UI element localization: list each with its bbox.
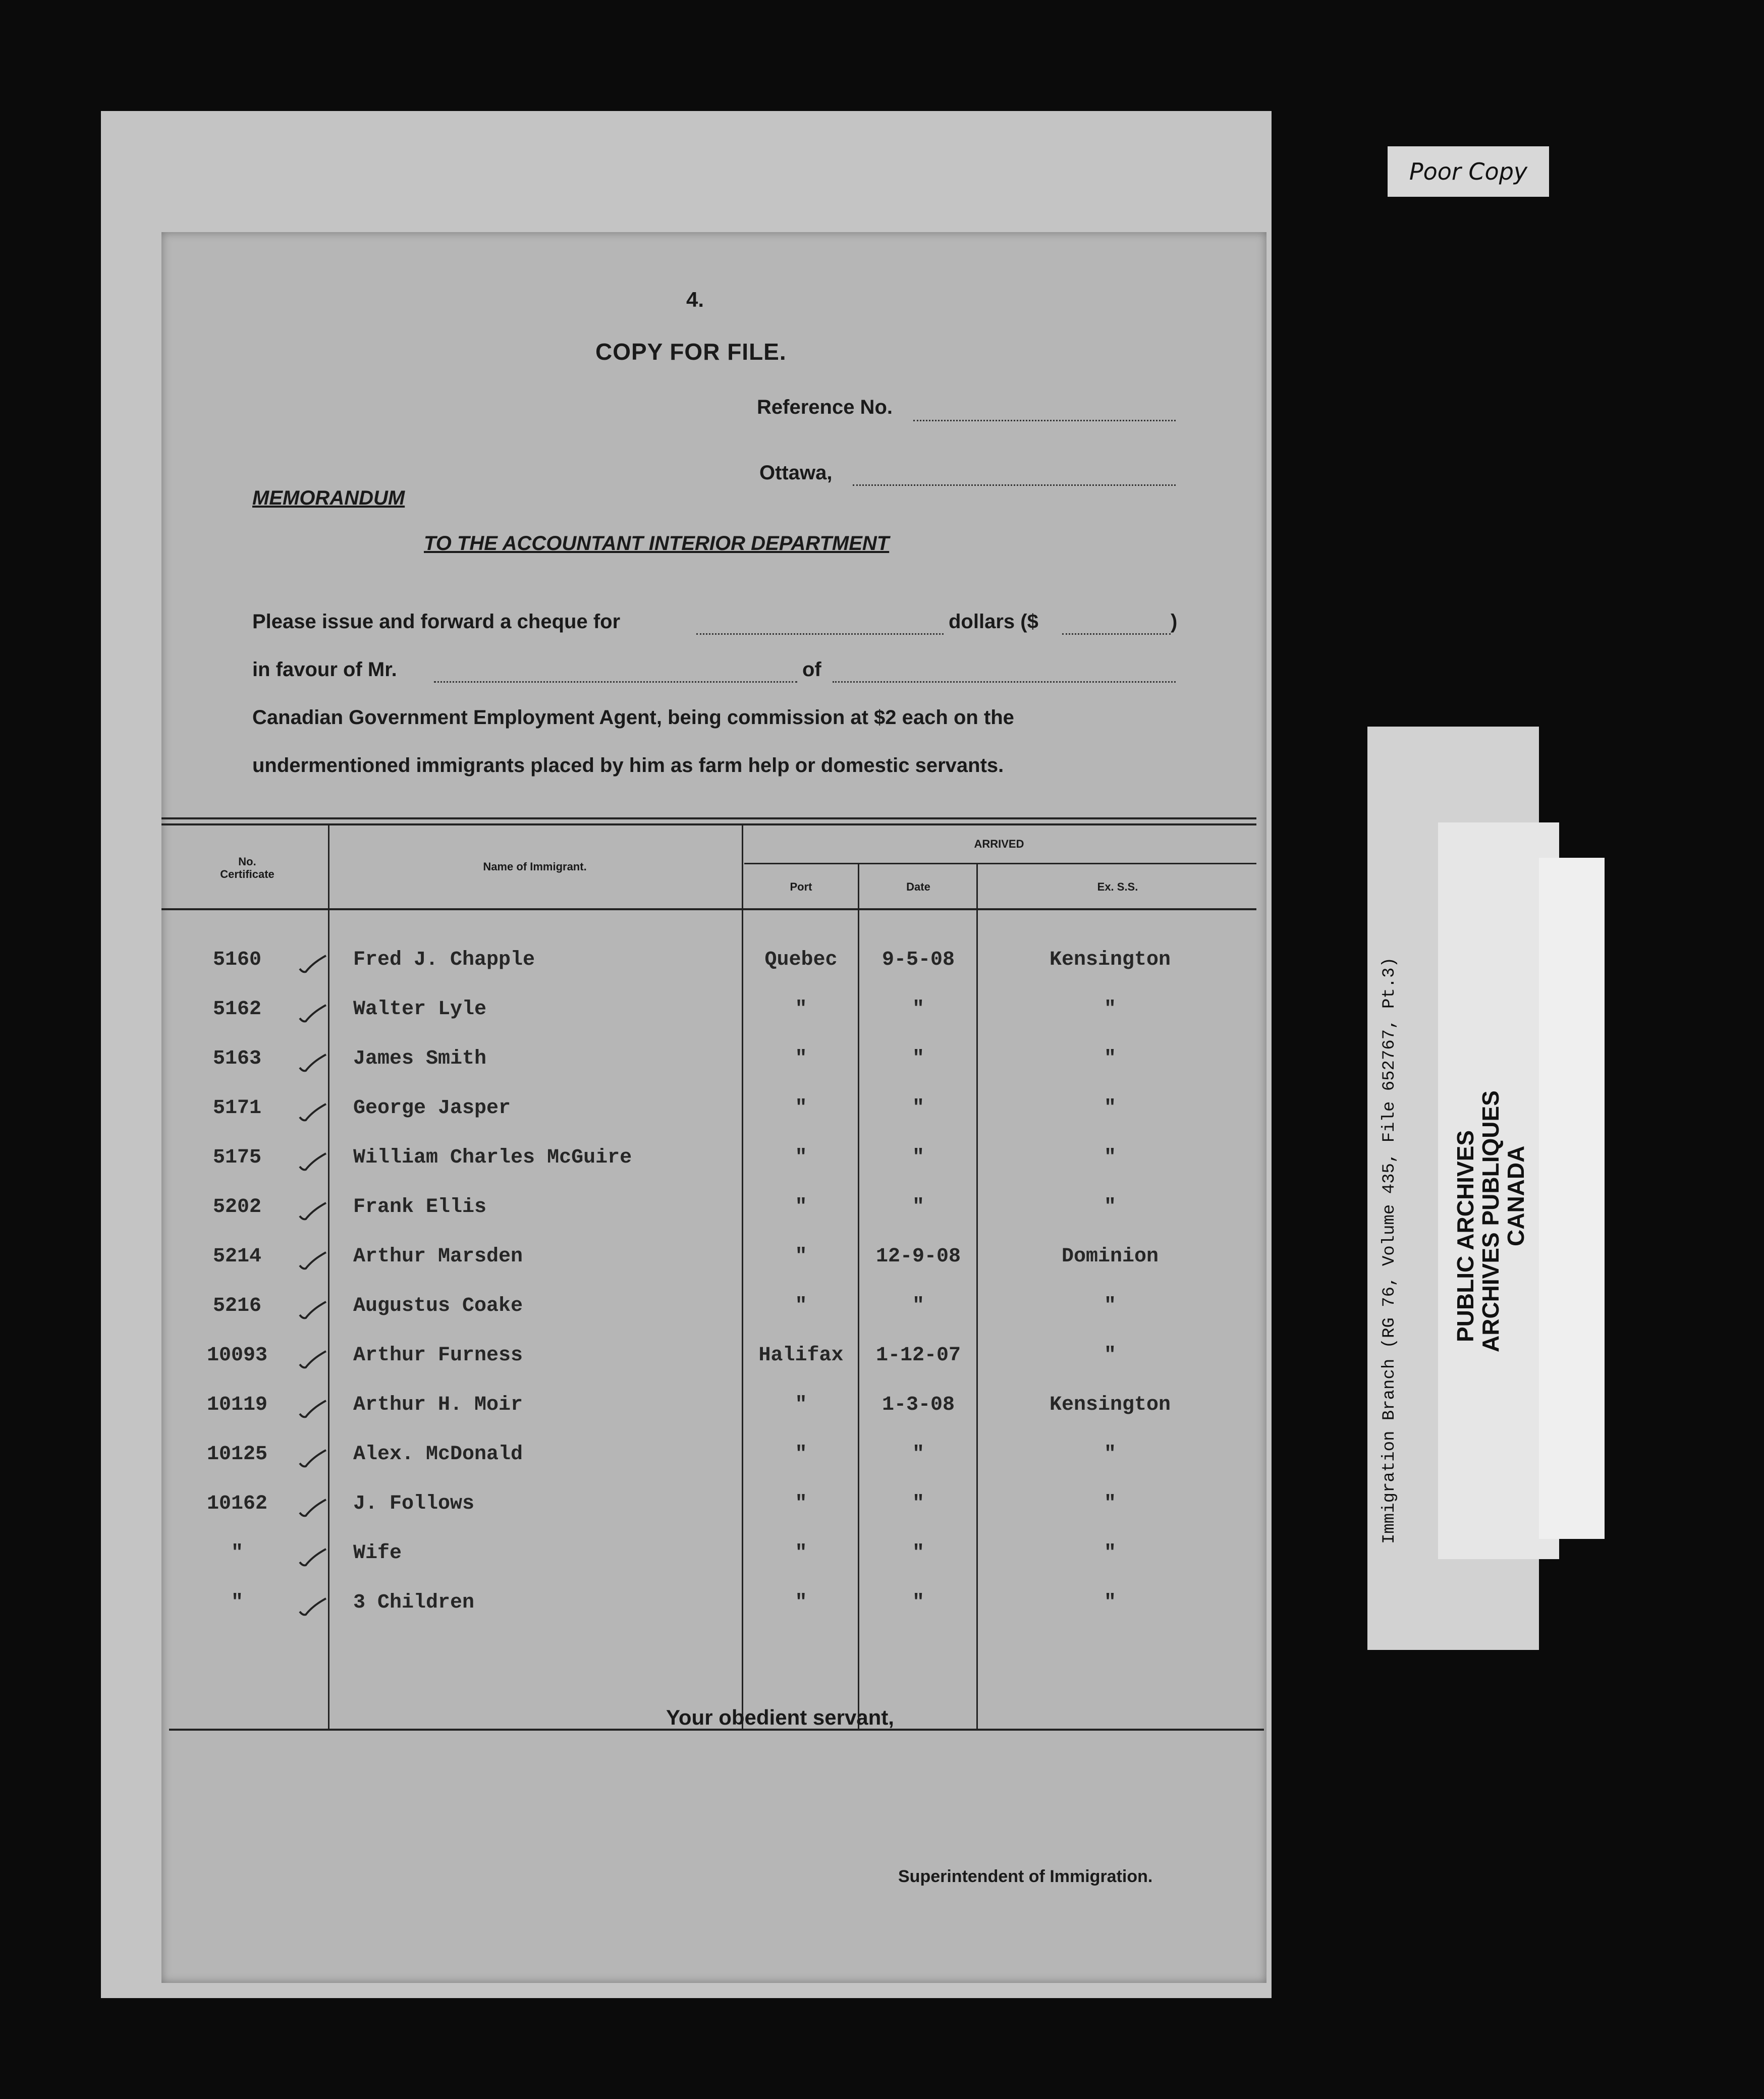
cell-cert: 10119 xyxy=(206,1394,268,1416)
stamp-archives-en: PUBLIC ARCHIVES xyxy=(1452,1130,1478,1342)
cell-port: " xyxy=(795,1542,807,1565)
cell-port: " xyxy=(795,1097,807,1120)
cell-cert: 5175 xyxy=(212,1146,261,1169)
cell-date: " xyxy=(912,1097,924,1120)
date-blank xyxy=(853,484,1176,486)
header-date: Date xyxy=(906,880,930,893)
cell-cert: 10162 xyxy=(206,1493,268,1515)
table-header-rule xyxy=(161,908,1256,910)
closing-line: Your obedient servant, xyxy=(666,1705,894,1729)
memorandum-sheet xyxy=(161,232,1266,1983)
cell-cert: 5216 xyxy=(212,1295,261,1317)
cell-date: " xyxy=(912,1493,924,1515)
cell-port: " xyxy=(795,1443,807,1466)
header-name: Name of Immigrant. xyxy=(483,860,587,873)
cell-date: " xyxy=(912,1196,924,1219)
checkmark-icon xyxy=(298,1151,328,1172)
immigrants-line: undermentioned immigrants placed by him as farm help or domestic servants. xyxy=(252,754,1004,777)
page-number: 4. xyxy=(686,288,704,311)
favour-line-prefix: in favour of Mr. xyxy=(252,658,397,681)
cell-cert: 5214 xyxy=(212,1245,261,1268)
cell-ship: " xyxy=(1104,1344,1116,1367)
cell-name: George Jasper xyxy=(353,1097,511,1120)
cell-name: Walter Lyle xyxy=(353,998,487,1021)
reference-blank xyxy=(913,420,1176,421)
cell-name: Arthur Marsden xyxy=(353,1245,523,1268)
favour-line-of: of xyxy=(802,658,821,681)
cell-ship: " xyxy=(1104,1047,1116,1070)
cell-ship: " xyxy=(1104,1295,1116,1317)
cell-name: William Charles McGuire xyxy=(353,1146,632,1169)
checkmark-icon xyxy=(298,1201,328,1221)
cell-name: Frank Ellis xyxy=(353,1196,487,1219)
cell-cert: 5160 xyxy=(212,949,261,971)
cell-ship: Kensington xyxy=(1049,1394,1171,1416)
header-certificate: Certificate xyxy=(220,868,274,880)
header-ship: Ex. S.S. xyxy=(1097,880,1138,893)
payee-blank xyxy=(434,681,797,683)
checkmark-icon xyxy=(298,1399,328,1419)
checkmark-icon xyxy=(298,954,328,974)
cell-port: Quebec xyxy=(764,949,838,971)
cell-name: 3 Children xyxy=(353,1591,475,1614)
table-top-rule-double xyxy=(161,823,1256,825)
cell-date: 9-5-08 xyxy=(881,949,955,971)
addressee-line: TO THE ACCOUNTANT INTERIOR DEPARTMENT xyxy=(424,532,890,555)
checkmark-icon xyxy=(298,1498,328,1518)
stamp-country: CANADA xyxy=(1503,1145,1529,1246)
cheque-line-prefix: Please issue and forward a cheque for xyxy=(252,611,621,633)
cell-date: " xyxy=(912,1295,924,1317)
stamp-archives-fr: ARCHIVES PUBLIQUES xyxy=(1477,1090,1504,1352)
cheque-line-dollars: dollars ($ xyxy=(949,611,1038,633)
cell-name: Wife xyxy=(353,1542,402,1565)
amount-figures-blank xyxy=(1062,633,1171,635)
cell-name: J. Follows xyxy=(353,1493,475,1515)
cell-port: " xyxy=(795,1245,807,1268)
cell-cert: 5163 xyxy=(212,1047,261,1070)
checkmark-icon xyxy=(298,1250,328,1271)
checkmark-icon xyxy=(298,1448,328,1468)
cell-cert: 10093 xyxy=(206,1344,268,1367)
ottawa-label: Ottawa, xyxy=(759,462,833,484)
cell-cert: 5162 xyxy=(212,998,261,1021)
cell-ship: " xyxy=(1104,1097,1116,1120)
cell-cert: " xyxy=(231,1591,243,1614)
cell-name: James Smith xyxy=(353,1047,487,1070)
cell-date: " xyxy=(912,1146,924,1169)
reference-label: Reference No. xyxy=(757,396,893,418)
cell-ship: " xyxy=(1104,1493,1116,1515)
checkmark-icon xyxy=(298,1547,328,1567)
cell-ship: " xyxy=(1104,1591,1116,1614)
cell-port: " xyxy=(795,1493,807,1515)
cell-date: 1-12-07 xyxy=(875,1344,961,1367)
cell-port: Halifax xyxy=(758,1344,844,1367)
cell-port: " xyxy=(795,1394,807,1416)
header-cert-no: No. xyxy=(238,855,256,868)
cell-cert: " xyxy=(231,1542,243,1565)
cell-ship: Kensington xyxy=(1049,949,1171,971)
cell-date: " xyxy=(912,1047,924,1070)
cell-port: " xyxy=(795,1047,807,1070)
cell-port: " xyxy=(795,1295,807,1317)
cell-ship: " xyxy=(1104,1542,1116,1565)
cell-ship: Dominion xyxy=(1061,1245,1159,1268)
checkmark-icon xyxy=(298,1349,328,1369)
cell-ship: " xyxy=(1104,1196,1116,1219)
col-rule-port xyxy=(742,825,743,1729)
col-rule-ship xyxy=(976,863,978,1729)
cell-date: " xyxy=(912,998,924,1021)
cell-port: " xyxy=(795,998,807,1021)
commission-line: Canadian Government Employment Agent, being commission at $2 each on the xyxy=(252,706,1014,729)
col-rule-date xyxy=(858,863,859,1729)
cell-date: " xyxy=(912,1542,924,1565)
cell-ship: " xyxy=(1104,998,1116,1021)
cell-name: Fred J. Chapple xyxy=(353,949,535,971)
checkmark-icon xyxy=(298,1300,328,1320)
cell-date: " xyxy=(912,1591,924,1614)
table-top-rule xyxy=(161,817,1256,819)
cell-cert: 5171 xyxy=(212,1097,261,1120)
cell-name: Alex. McDonald xyxy=(353,1443,523,1466)
checkmark-icon xyxy=(298,1053,328,1073)
header-port: Port xyxy=(790,880,812,893)
cell-name: Arthur H. Moir xyxy=(353,1394,523,1416)
checkmark-icon xyxy=(298,1596,328,1617)
payee-place-blank xyxy=(833,681,1176,683)
signature-line: Superintendent of Immigration. xyxy=(898,1867,1153,1886)
arrived-rule xyxy=(744,863,1256,864)
archive-stamp-edge xyxy=(1539,858,1605,1539)
cell-date: " xyxy=(912,1443,924,1466)
memorandum-heading: MEMORANDUM xyxy=(252,487,405,509)
cheque-line-end: ) xyxy=(1171,611,1178,633)
cell-ship: " xyxy=(1104,1443,1116,1466)
cell-ship: " xyxy=(1104,1146,1116,1169)
cell-name: Augustus Coake xyxy=(353,1295,523,1317)
document-title: COPY FOR FILE. xyxy=(595,339,787,365)
cell-date: 12-9-08 xyxy=(875,1245,961,1268)
cell-name: Arthur Furness xyxy=(353,1344,523,1367)
cell-port: " xyxy=(795,1591,807,1614)
cell-date: 1-3-08 xyxy=(881,1394,955,1416)
header-arrived: ARRIVED xyxy=(974,838,1024,850)
cell-cert: 5202 xyxy=(212,1196,261,1219)
stamp-reference: Immigration Branch (RG 76, Volume 435, File 652767, Pt.3) xyxy=(1380,957,1399,1544)
cell-cert: 10125 xyxy=(206,1443,268,1466)
poor-copy-note: Poor Copy xyxy=(1388,146,1549,197)
col-rule-name xyxy=(328,825,329,1729)
checkmark-icon xyxy=(298,1003,328,1023)
checkmark-icon xyxy=(298,1102,328,1122)
amount-words-blank xyxy=(696,633,944,635)
cell-port: " xyxy=(795,1196,807,1219)
cell-port: " xyxy=(795,1146,807,1169)
